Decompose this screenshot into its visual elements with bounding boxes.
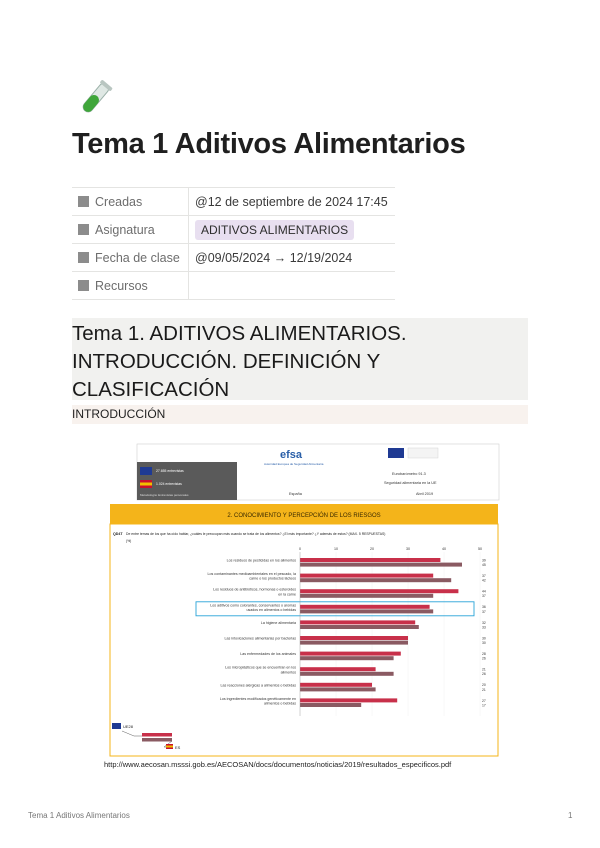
property-key-asignatura: Asignatura (95, 222, 155, 237)
category-label: Los residuos de pesticidas en los alimentos (226, 558, 296, 563)
data-label: 37 (482, 594, 486, 599)
x-tick-label: 0 (299, 547, 301, 551)
report-title: Seguridad alimentaria en la UE (384, 481, 437, 485)
eurobarometer-label: Eurobarómetro 91.3 (392, 472, 426, 476)
question-code: QD4T (113, 532, 123, 536)
bar-ue28 (300, 589, 458, 593)
bar-es (300, 656, 394, 660)
bar-ue28 (300, 652, 401, 656)
properties-table (72, 187, 395, 300)
question-text: De entre temas de los que ha oído hablar, ¿cuáles le preocupan más cuando se trata de los alimentos? ¿El más importante? ¿Y además de estos? (MAX. 5 RESPUESTAS) (126, 532, 386, 536)
data-label: 21 (482, 687, 486, 692)
x-tick-label: 30 (406, 547, 410, 551)
legend-es-label: ES (175, 745, 181, 750)
legend-es-swatch (142, 738, 172, 742)
bar-es (300, 703, 361, 707)
category-label: Las reacciones alérgicas a alimentos o bebidas (220, 683, 296, 688)
data-label: 33 (482, 625, 486, 630)
country-label: España (289, 492, 302, 496)
bar-ue28 (300, 620, 415, 624)
legend-eu-flag-icon (112, 723, 121, 729)
category-label: Los residuos de antibióticos, hormonas o esteroides (213, 587, 296, 592)
data-label: 27 (482, 698, 486, 703)
property-icon (78, 252, 89, 263)
bar-ue28 (300, 636, 408, 640)
data-label: 30 (482, 636, 486, 641)
heading-line: CLASIFICACIÓN (72, 378, 230, 401)
question-unit: (%) (126, 539, 132, 543)
data-label: 32 (482, 620, 486, 625)
category-label: Las enfermedades de los animales (240, 652, 296, 657)
category-label: en la carne (278, 592, 296, 597)
test-tube-icon (72, 78, 116, 122)
legend-eu-swatch (142, 733, 172, 737)
category-label: Las intoxicaciones alimentarias por bacterias (224, 636, 296, 641)
heading-line: Tema 1. ADITIVOS ALIMENTARIOS. (72, 322, 407, 345)
page-number: 1 (568, 811, 573, 820)
category-label: La higiene alimentaria (260, 620, 296, 625)
bar-ue28 (300, 667, 376, 671)
x-tick-label: 20 (370, 547, 374, 551)
property-value-creadas[interactable]: @12 de septiembre de 2024 17:45 (189, 188, 396, 216)
data-label: 17 (482, 703, 486, 708)
property-row (72, 216, 395, 244)
legend-eu-label: UE28 (123, 724, 134, 729)
category-label: Los aditivos como colorantes, conservantes o aromas (210, 603, 296, 608)
property-row (72, 244, 395, 272)
footer-title: Tema 1 Aditivos Alimentarios (28, 811, 130, 820)
subject-tag[interactable]: ADITIVOS ALIMENTARIOS (195, 220, 354, 240)
efsa-logo: efsa (280, 449, 303, 461)
data-label: 39 (482, 558, 486, 563)
bar-ue28 (300, 574, 433, 578)
data-label: 36 (482, 605, 486, 610)
property-icon (78, 280, 89, 291)
category-label: usados en alimentos o bebidas (246, 607, 296, 612)
category-label: alimentos o bebidas (264, 701, 296, 706)
category-label: Los ingredientes modificados genéticamente en (219, 696, 296, 701)
property-key-creadas: Creadas (95, 194, 143, 209)
x-tick-label: 10 (334, 547, 338, 551)
property-icon (78, 196, 89, 207)
data-label: 37 (482, 574, 486, 578)
section-heading (72, 318, 528, 400)
data-label: 30 (482, 641, 486, 645)
source-url[interactable]: http://www.aecosan.msssi.gob.es/AECOSAN/docs/documentos/noticias/2019/resultados_especificos.pdf (104, 760, 452, 769)
es-interviews: 1.024 entrevistas (156, 482, 182, 486)
property-value-recursos[interactable] (189, 272, 396, 300)
bar-es (300, 578, 451, 582)
methodology: Metodología: Entrevistas personales (140, 493, 189, 497)
category-label: Los contaminantes medioambientales en el pescado, la (207, 572, 296, 577)
data-label: 26 (482, 672, 486, 677)
data-label: 21 (482, 667, 486, 672)
bar-es (300, 609, 433, 613)
data-label: 42 (482, 578, 486, 583)
efsa-subtitle: Autoridad Europea de Seguridad Alimentaria (264, 462, 324, 466)
x-tick-label: 40 (442, 547, 446, 551)
page-title: Tema 1 Aditivos Alimentarios (72, 128, 466, 160)
property-key-fecha: Fecha de clase (95, 250, 180, 265)
bar-es (300, 672, 394, 676)
property-row (72, 272, 395, 300)
data-label: 44 (482, 589, 486, 594)
eu-interviews: 27.655 entrevistas (156, 469, 184, 473)
x-tick-label: 50 (478, 547, 482, 551)
section-title: 2. CONOCIMIENTO Y PERCEPCIÓN DE LOS RIESGOS (227, 513, 381, 519)
property-row (72, 188, 395, 216)
data-label: 26 (482, 656, 486, 661)
bar-es (300, 563, 462, 567)
subheading: INTRODUCCIÓN (72, 405, 528, 424)
property-key-recursos: Recursos (95, 278, 148, 293)
data-label: 20 (482, 683, 486, 688)
report-date: Abril 2019 (416, 492, 434, 496)
bar-ue28 (300, 683, 372, 687)
category-label: alimentos (280, 670, 296, 675)
heading-line: INTRODUCCIÓN. DEFINICIÓN Y (72, 350, 381, 373)
property-value-fecha[interactable]: @09/05/2024 → 12/19/2024 (189, 244, 396, 272)
data-label: 45 (482, 563, 486, 567)
category-label: Los microplásticos que se encuentran en los (225, 665, 296, 670)
bar-es (300, 594, 433, 598)
survey-slide-image (104, 440, 500, 758)
bar-ue28 (300, 698, 397, 702)
category-label: carne o los productos lácteos (249, 576, 296, 581)
bar-ue28 (300, 605, 430, 609)
data-label: 28 (482, 652, 486, 656)
data-label: 37 (482, 609, 486, 614)
property-icon (78, 224, 89, 235)
eu-flag-icon (140, 467, 152, 475)
bar-es (300, 687, 376, 691)
eu-commission-logo (388, 448, 404, 458)
bar-ue28 (300, 558, 440, 562)
bar-es (300, 625, 419, 629)
bar-es (300, 641, 408, 645)
